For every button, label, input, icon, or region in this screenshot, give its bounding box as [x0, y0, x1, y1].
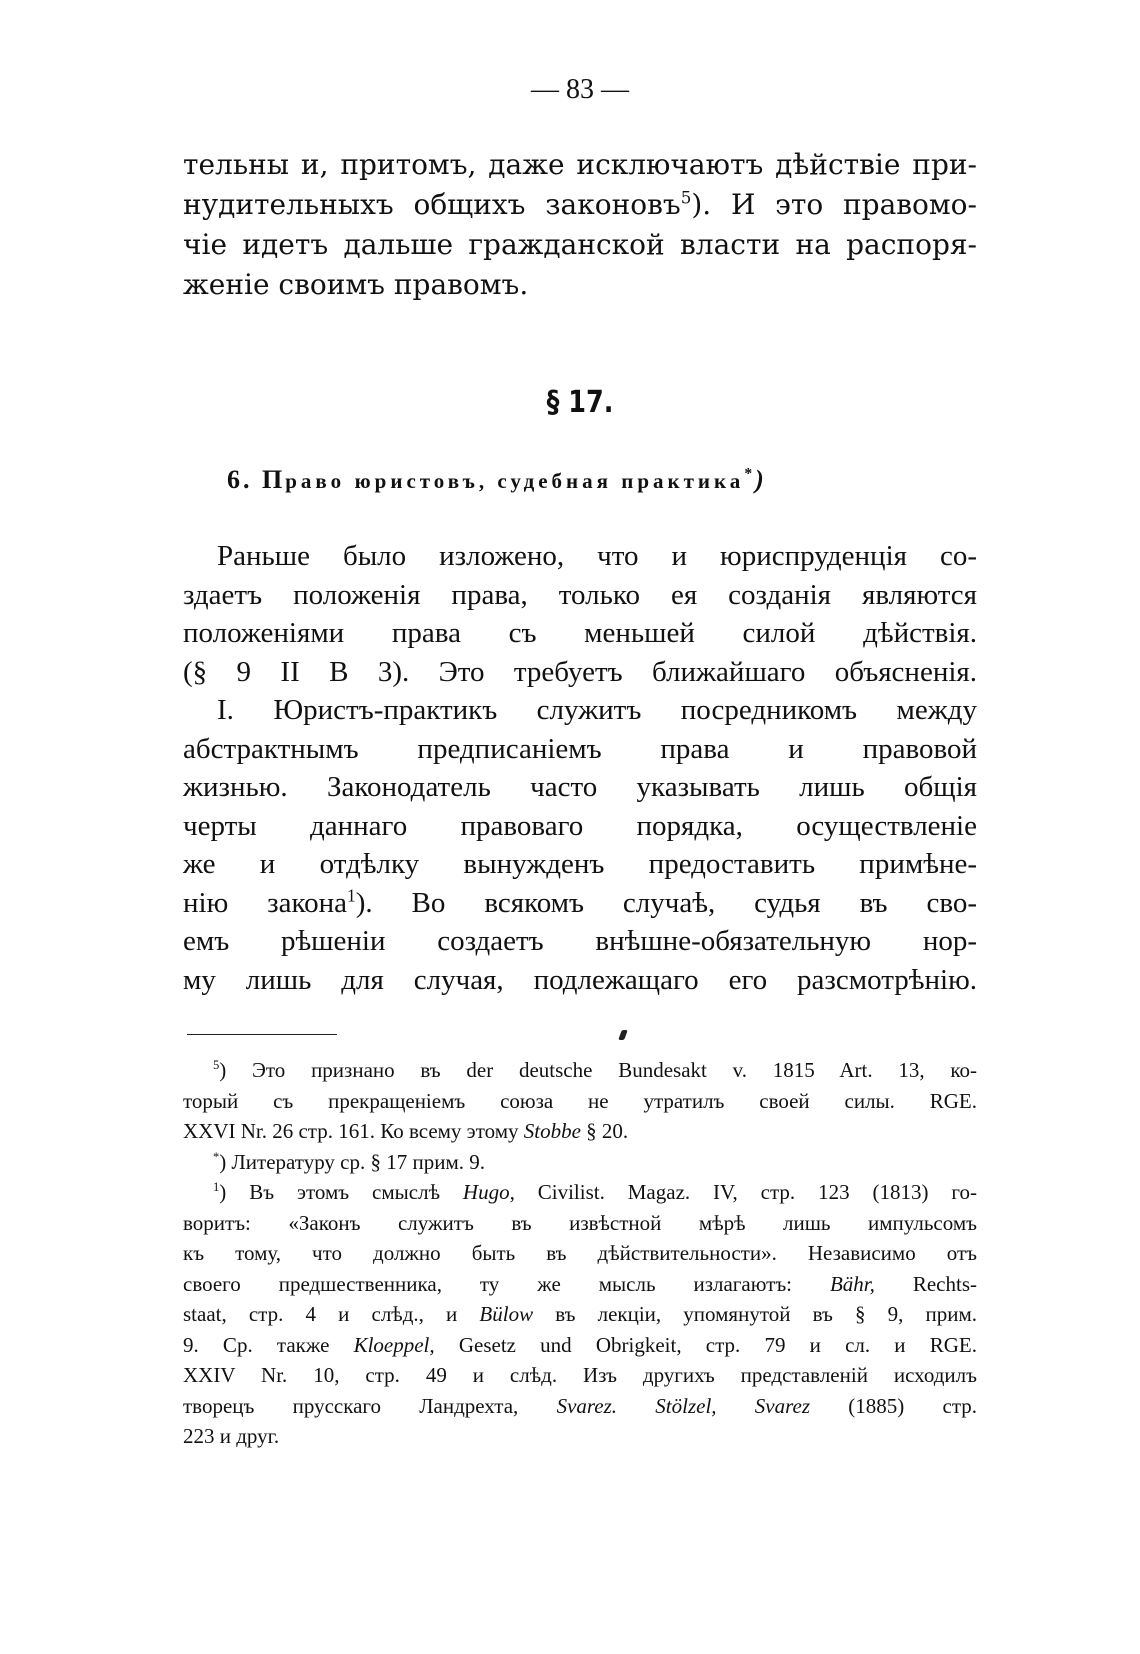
- footnote-line: торый съ прекращеніемъ союза не утратилъ своей силы. RGE.: [183, 1088, 977, 1113]
- footnote-line: 223 и друг.: [183, 1424, 280, 1448]
- ink-mark: [618, 1030, 628, 1040]
- section-number: § 17.: [546, 385, 614, 420]
- footnote-line: staat, стр. 4 и слѣд., и Bülow въ лекціи, упомянутой въ § 9, прим.: [183, 1302, 977, 1326]
- text-line: черты даннаго правоваго порядка, осуществленіе: [183, 809, 977, 842]
- text-line: тельны и, притомъ, даже исключаютъ дѣйствіе при-: [183, 148, 977, 181]
- page-number: — 83 —: [531, 74, 629, 105]
- footnote-line: воритъ: «Законъ служитъ въ извѣстной мѣрѣ лишь импульсомъ: [183, 1210, 977, 1235]
- text-line: (§ 9 II В 3). Это требуетъ ближайшаго объясненія.: [183, 655, 977, 688]
- text-line: женіе своимъ правомъ.: [183, 268, 529, 301]
- text-line: же и отдѣлку вынужденъ предоставить примѣне-: [183, 848, 977, 880]
- footnote-line: къ тому, что должно быть въ дѣйствительности». Независимо отъ: [183, 1241, 977, 1265]
- footnote-line: творецъ прусскаго Ландрехта, Svarez. Stölzel, Svarez (1885) стр.: [183, 1393, 978, 1418]
- footnote-rule: [187, 1034, 337, 1035]
- footnote-line: 9. Ср. также Kloeppel, Gesetz und Obrigkeit, стр. 79 и сл. и RGE.: [183, 1332, 977, 1357]
- footnote-star: *) Литературу ср. § 17 прим. 9.: [213, 1149, 486, 1174]
- text-line: Раньше было изложено, что и юриспруденція со-: [217, 540, 977, 572]
- footnote-1: $^1$) Въ этомъ смыслѣ Hugo, Civilist. Magaz. IV, стр. 123 (1813) го-: [213, 1180, 977, 1204]
- footnote-ref: 1: [347, 884, 356, 905]
- text-line: жизнью. Законодатель часто указывать лишь общія: [183, 771, 977, 803]
- main-paragraph: [183, 537, 977, 999]
- text-line: здаетъ положенія права, только ея созданія являются: [183, 578, 977, 611]
- footnote-5: $^5$) Это признано въ der deutsche Bundesakt v. 1815 Art. 13, ко-: [213, 1058, 977, 1082]
- text-line: чіе идетъ дальше гражданской власти на распоря-: [183, 228, 977, 261]
- text-line: положеніями права съ меньшей силой дѣйствія.: [183, 617, 977, 649]
- text-line: нію закона$^1$). Во всякомъ случаѣ, судья въ сво-: [183, 884, 977, 919]
- text-line: I. Юристъ-практикъ служитъ посредникомъ между: [217, 694, 977, 726]
- footnote-line: XXIV Nr. 10, стр. 49 и слѣд. Изъ другихъ представленій исходилъ: [183, 1363, 977, 1387]
- footnotes: [183, 1055, 977, 1452]
- text-line: нудительныхъ общихъ законовъ$^5$). И это правомо-: [183, 187, 977, 221]
- text-line: абстрактнымъ предписаніемъ права и правовой: [183, 732, 977, 765]
- section-heading: 6. Право юристовъ, судебная практика*): [227, 465, 767, 494]
- text-line: му лишь для случая, подлежащаго его разсмотрѣнію.: [183, 963, 977, 996]
- footnote-line: своего предшественника, ту же мысль излагаютъ: Bähr, Rechts-: [183, 1271, 977, 1296]
- footnote-ref: 5: [680, 187, 692, 208]
- continuation-paragraph: [183, 145, 977, 305]
- footnote-line: XXVI Nr. 26 стр. 161. Ко всему этому Stobbe § 20.: [183, 1119, 629, 1143]
- text-line: емъ рѣшеніи создаетъ внѣшне-обязательную нор-: [183, 925, 977, 957]
